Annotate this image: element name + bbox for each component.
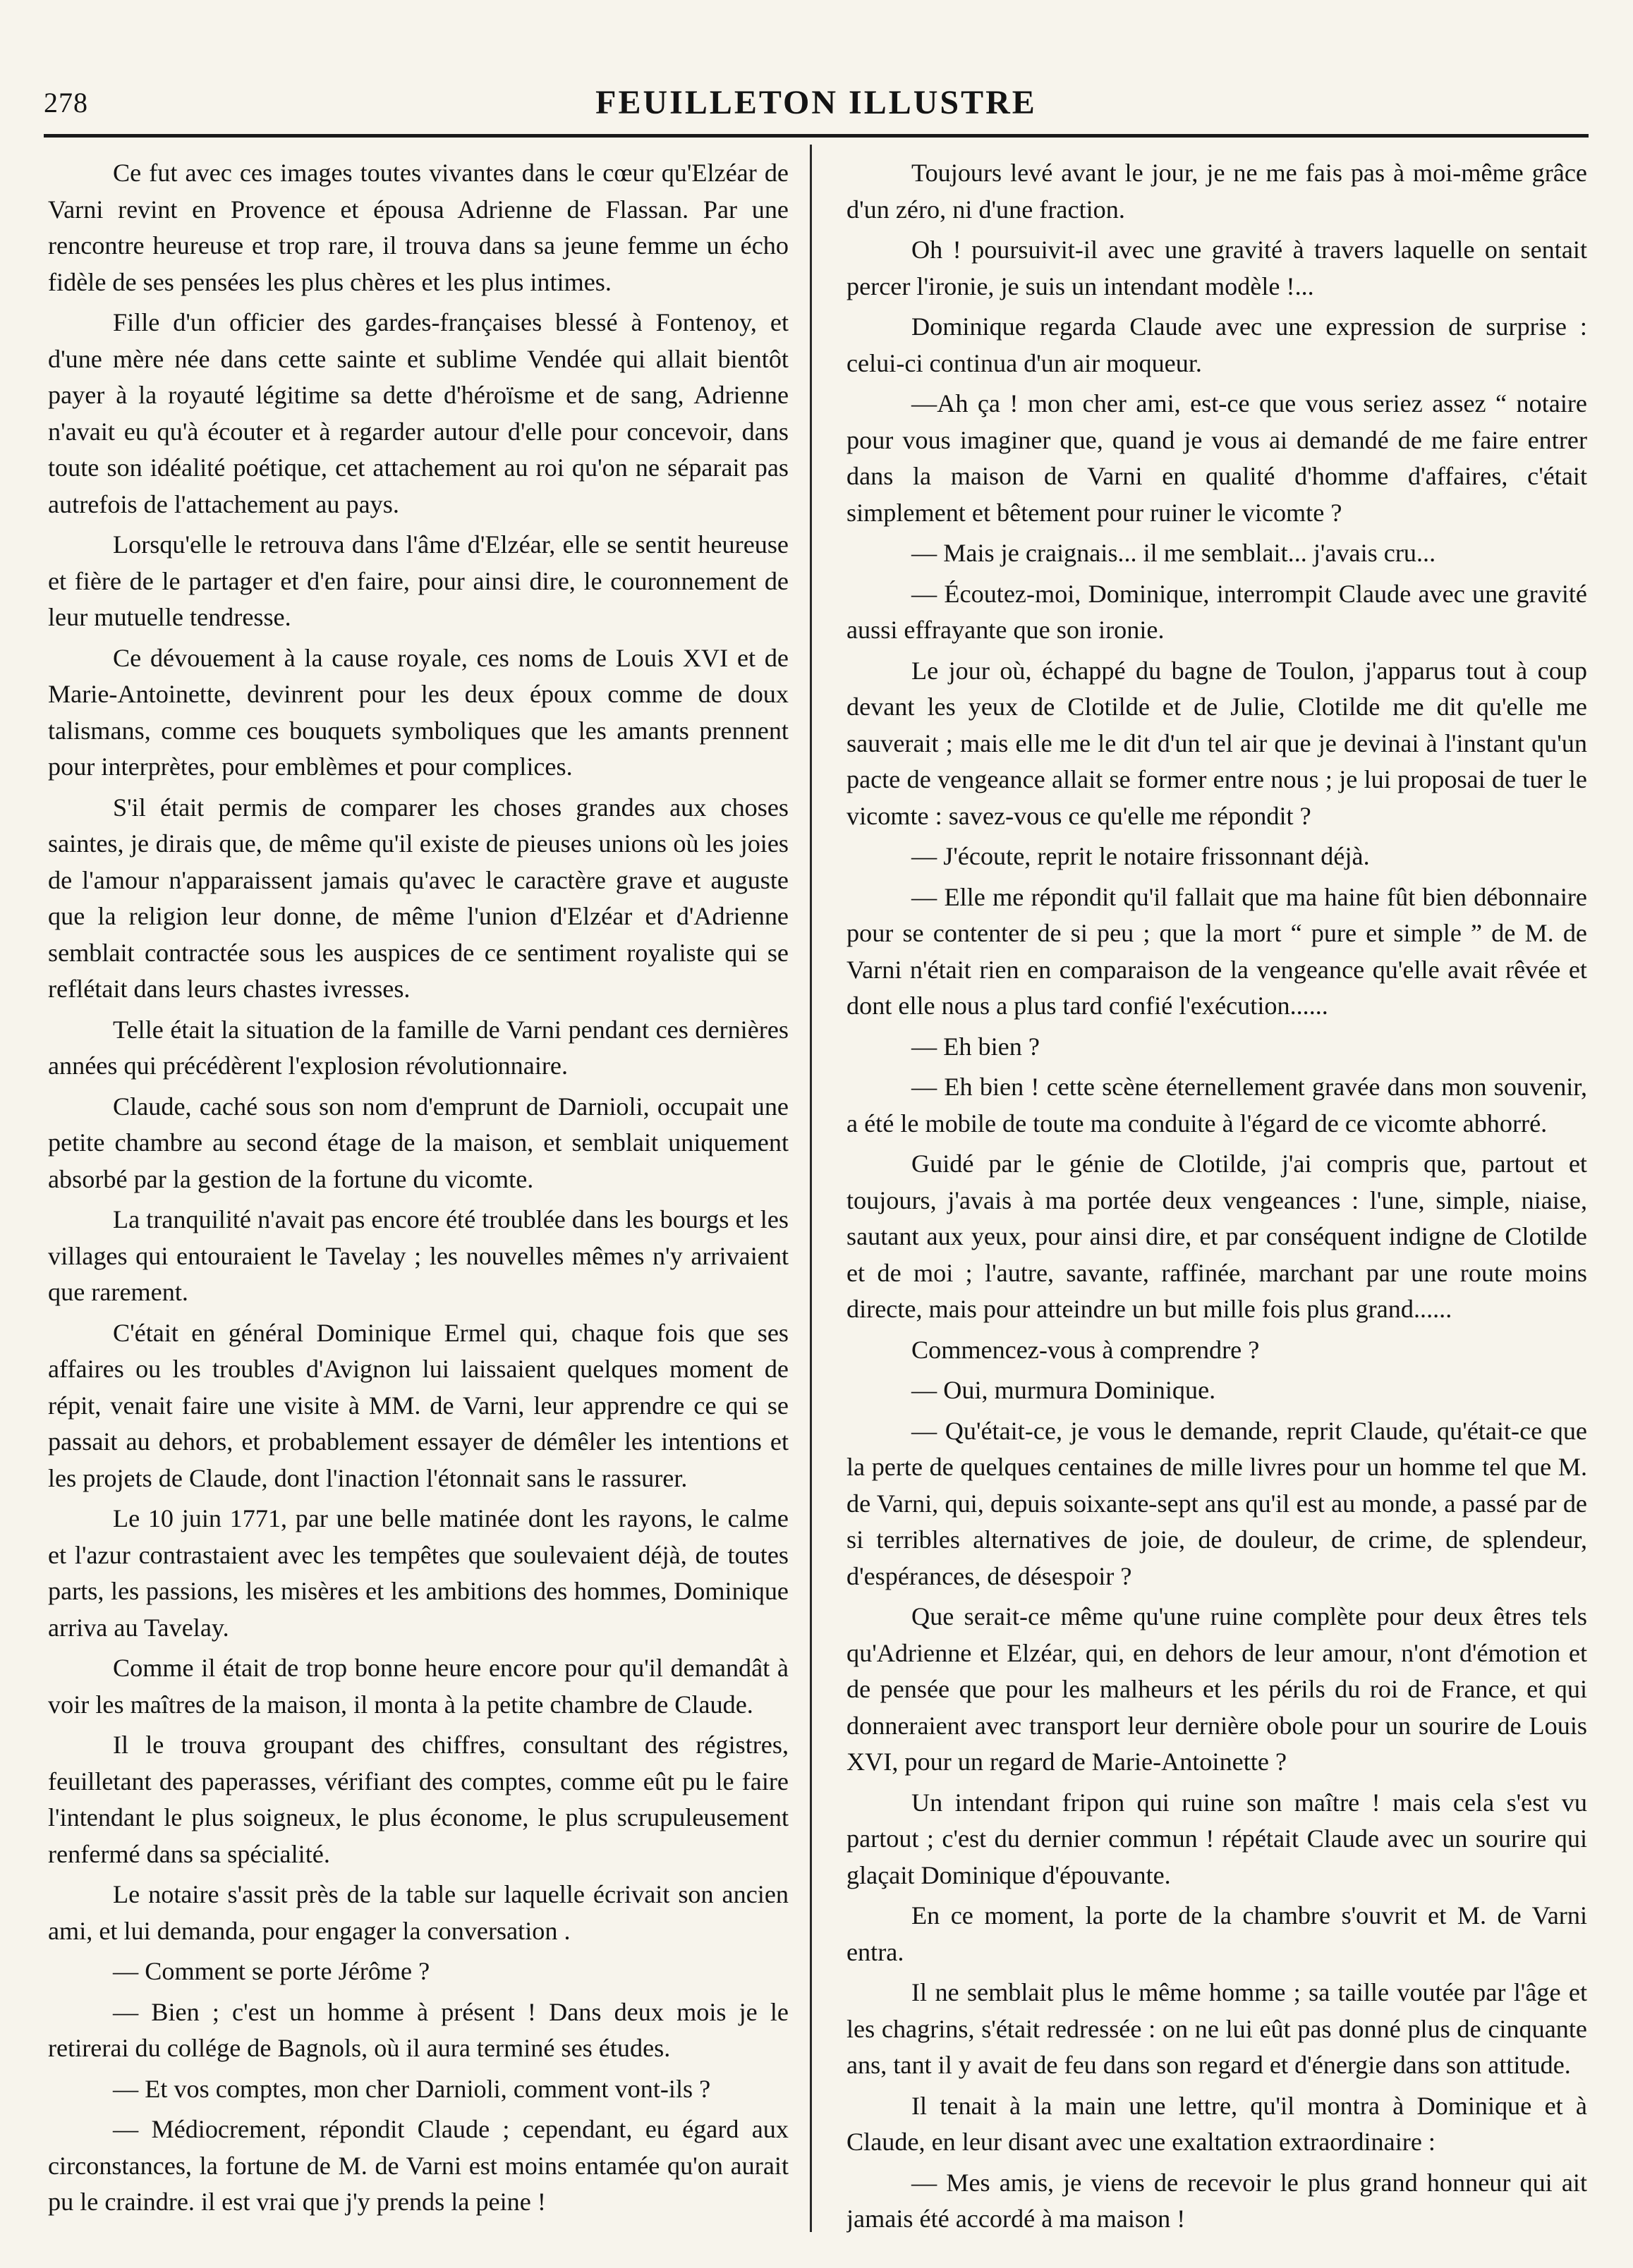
paragraph: — Oui, murmura Dominique.: [911, 1376, 1216, 1404]
paragraph: Le notaire s'assit près de la table sur laquelle écrivait son ancien ami, et lui demanda, pour engager la conversation .: [48, 1880, 789, 1945]
paragraph: Lorsqu'elle le retrouva dans l'âme d'Elzéar, elle se sentit heureuse et fière de le partager et d'en faire, pour ainsi dire, le couronnement de leur mutuelle tendresse.: [48, 530, 789, 631]
paragraph: En ce moment, la porte de la chambre s'ouvrit et M. de Varni entra.: [846, 1901, 1587, 1966]
page-number: 278: [44, 87, 88, 118]
paragraph: Ce dévouement à la cause royale, ces noms de Louis XVI et de Marie-Antoinette, devinrent pour les deux époux comme de doux talismans, comme ces bouquets symboliques que les amants prennent pour interprètes, pour emblèmes et pour complices.: [48, 643, 789, 781]
page-header: [44, 78, 1589, 127]
column-divider: [810, 145, 812, 2232]
paragraph: Il tenait à la main une lettre, qu'il montra à Dominique et à Claude, en leur disant avec une exaltation extraordinaire :: [846, 2091, 1587, 2156]
paragraph: Un intendant fripon qui ruine son maître ! mais cela s'est vu partout ; c'est du dernier commun ! répétait Claude avec un sourire qui glaçait Dominique d'épouvante.: [846, 1788, 1587, 1889]
paragraph: Le jour où, échappé du bagne de Toulon, j'apparus tout à coup devant les yeux de Clotilde et de Julie, Clotilde me dit qu'elle me sauverait ; mais elle me le dit d'un tel air que je devinai à l'instant qu'un pacte de vengeance allait se former entre nous ; je lui proposai de tuer le vicomte : savez-vous ce qu'elle me répondit ?: [846, 656, 1587, 830]
paragraph: Que serait-ce même qu'une ruine complète pour deux êtres tels qu'Adrienne et Elzéar, qui, en dehors de leur amour, n'ont d'émotion et de pensée que pour les malheurs et les périls du roi de France, et qui donneraient avec transport leur dernière obole pour un sourire de Louis XVI, pour un regard de Marie-Antoinette ?: [846, 1602, 1587, 1776]
paragraph: Fille d'un officier des gardes-françaises blessé à Fontenoy, et d'une mère née dans cette sainte et sublime Vendée qui allait bientôt payer à la royauté légitime sa dette d'héroïsme et de sang, Adrienne n'avait eu qu'à écouter et à regarder autour d'elle pour concevoir, dans toute son idéalité poétique, cet attachement au roi qu'on ne séparait pas autrefois de l'attachement au pays.: [48, 308, 789, 518]
paragraph: — Bien ; c'est un homme à présent ! Dans deux mois je le retirerai du collége de Bagnols, où il aura terminé ses études.: [48, 1997, 789, 2062]
paragraph: Claude, caché sous son nom d'emprunt de Darnioli, occupait une petite chambre au second étage de la maison, et semblait uniquement absorbé par la gestion de la fortune du vicomte.: [48, 1092, 789, 1193]
right-column: [846, 155, 1587, 2243]
paragraph: Il le trouva groupant des chiffres, consultant des régistres, feuilletant des paperasses, vérifiant des comptes, comme eût pu le faire l'intendant le plus soigneux, le plus économe, le plus scrupuleusement renfermé dans sa spécialité.: [48, 1731, 789, 1868]
paragraph: Guidé par le génie de Clotilde, j'ai compris que, partout et toujours, j'avais à ma portée deux vengeances : l'une, simple, niaise, sautant aux yeux, pour ainsi dire, et par conséquent indigne de Clotilde et de moi ; l'autre, savante, raffinée, marchant par une route moins directe, mais pour atteindre un but mille fois plus grand......: [846, 1150, 1587, 1323]
paragraph: Telle était la situation de la famille de Varni pendant ces dernières années qui précédèrent l'explosion révolutionnaire.: [48, 1015, 789, 1080]
left-column: [48, 155, 789, 2243]
paragraph: Ce fut avec ces images toutes vivantes dans le cœur qu'Elzéar de Varni revint en Provence et épousa Adrienne de Flassan. Par une rencontre heureuse et trop rare, il trouva dans sa jeune femme un écho fidèle de ses pensées les plus chères et les plus intimes.: [48, 159, 789, 296]
paragraph: — J'écoute, reprit le notaire frissonnant déjà.: [911, 842, 1370, 870]
paragraph: — Elle me répondit qu'il fallait que ma haine fût bien débonnaire pour se contenter de si peu ; que la mort “ pure et simple ” de M. de Varni n'était rien en comparaison de la vengeance qu'elle avait rêvée et dont elle nous a plus tard confié l'exécution......: [846, 882, 1587, 1020]
paragraph: — Mes amis, je viens de recevoir le plus grand honneur qui ait jamais été accordé à ma maison !: [846, 2168, 1587, 2233]
header-rule: [44, 134, 1589, 138]
paragraph: — Et vos comptes, mon cher Darnioli, comment vont-ils ?: [113, 2074, 711, 2103]
paragraph: Comme il était de trop bonne heure encore pour qu'il demandât à voir les maîtres de la maison, il monta à la petite chambre de Claude.: [48, 1654, 789, 1719]
paragraph: — Écoutez-moi, Dominique, interrompit Claude avec une gravité aussi effrayante que son ironie.: [846, 579, 1587, 644]
paragraph: — Eh bien ?: [911, 1032, 1040, 1061]
paragraph: La tranquilité n'avait pas encore été troublée dans les bourgs et les villages qui entouraient le Tavelay ; les nouvelles mêmes n'y arrivaient que rarement.: [48, 1205, 789, 1306]
paragraph: Il ne semblait plus le même homme ; sa taille voutée par l'âge et les chagrins, s'était redressée : on ne lui eût pas donné plus de cinquante ans, tant il y avait de feu dans son regard et d'énergie dans son attitude.: [846, 1978, 1587, 2079]
running-title: FEUILLETON ILLUSTRE: [595, 84, 1037, 121]
paragraph: — Eh bien ! cette scène éternellement gravée dans mon souvenir, a été le mobile de toute ma conduite à l'égard de ce vicomte abhorré.: [846, 1073, 1587, 1138]
paragraph: Oh ! poursuivit-il avec une gravité à travers laquelle on sentait percer l'ironie, je suis un intendant modèle !...: [846, 236, 1587, 300]
paragraph: —Ah ça ! mon cher ami, est-ce que vous seriez assez “ notaire pour vous imaginer que, quand je vous ai demandé de me faire entrer dans la maison de Varni en qualité d'homme d'affaires, c'était simplement et bêtement pour ruiner le vicomte ?: [846, 389, 1587, 527]
paragraph: C'était en général Dominique Ermel qui, chaque fois que ses affaires ou les troubles d'Avignon lui laissaient quelques moment de répit, venait faire une visite à MM. de Varni, leur apprendre ce qui se passait au dehors, et probablement essayer de démêler les intentions et les projets de Claude, dont l'inaction l'étonnait sans le rassurer.: [48, 1318, 789, 1492]
paragraph: Commencez-vous à comprendre ?: [911, 1335, 1260, 1364]
paragraph: — Mais je craignais... il me semblait... j'avais cru...: [911, 539, 1436, 567]
paragraph: Toujours levé avant le jour, je ne me fais pas à moi-même grâce d'un zéro, ni d'une fraction.: [846, 159, 1587, 224]
paragraph: Le 10 juin 1771, par une belle matinée dont les rayons, le calme et l'azur contrastaient avec les tempêtes que soulevaient déjà, de toutes parts, les passions, les misères et les ambitions des hommes, Dominique arriva au Tavelay.: [48, 1504, 789, 1642]
paragraph: — Médiocrement, répondit Claude ; cependant, eu égard aux circonstances, la fortune de M. de Varni est moins entamée qu'on aurait pu le craindre. il est vrai que j'y prends la peine !: [48, 2115, 789, 2216]
paragraph: — Comment se porte Jérôme ?: [113, 1957, 430, 1985]
paragraph: — Qu'était-ce, je vous le demande, reprit Claude, qu'était-ce que la perte de quelques centaines de mille livres pour un homme tel que M. de Varni, qui, depuis soixante-sept ans qu'il est au monde, a passé par de si terribles alternatives de joie, de douleur, de crime, de splendeur, d'espérances, de désespoir ?: [846, 1416, 1587, 1590]
paragraph: S'il était permis de comparer les choses grandes aux choses saintes, je dirais que, de même qu'il existe de pieuses unions où les joies de l'amour n'apparaissent jamais qu'avec le caractère grave et auguste que la religion leur donne, de même l'union d'Elzéar et d'Adrienne semblait contractée sous les auspices de ce sentiment royaliste qui se reflétait dans leurs chastes ivresses.: [48, 793, 789, 1003]
paragraph: Dominique regarda Claude avec une expression de surprise : celui-ci continua d'un air moqueur.: [846, 312, 1587, 377]
